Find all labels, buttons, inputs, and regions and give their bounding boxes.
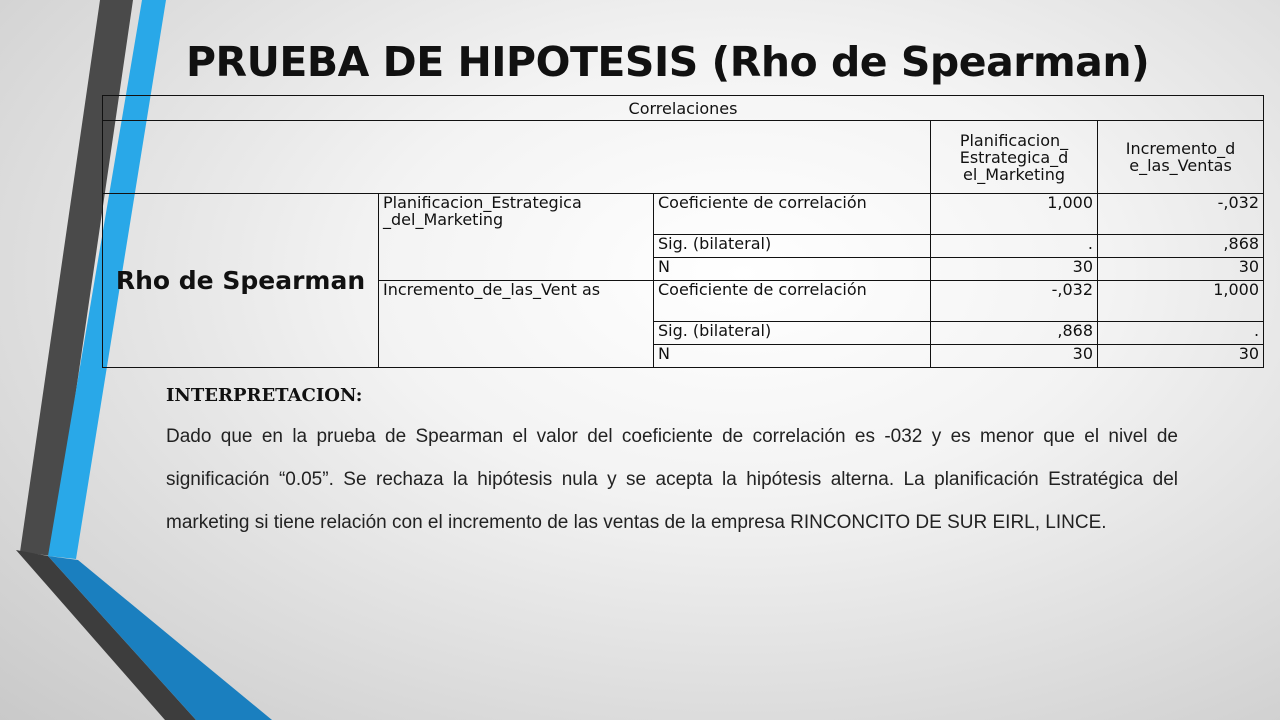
stat-label: N xyxy=(654,258,931,281)
interpretation-title: INTERPRETACION: xyxy=(166,385,363,406)
stat-label: Coeficiente de correlación xyxy=(654,281,931,322)
slide-title: PRUEBA DE HIPOTESIS (Rho de Spearman) xyxy=(186,38,1150,86)
correlations-table xyxy=(102,95,1264,368)
col-header-incremento: Incremento_d e_las_Ventas xyxy=(1098,121,1264,194)
value-cell: ,868 xyxy=(1098,235,1264,258)
value-cell: -,032 xyxy=(931,281,1098,322)
stat-label: Sig. (bilateral) xyxy=(654,235,931,258)
value-cell: 1,000 xyxy=(1098,281,1264,322)
value-cell: . xyxy=(1098,322,1264,345)
value-cell: 30 xyxy=(931,258,1098,281)
test-label: Rho de Spearman xyxy=(103,194,379,368)
value-cell: . xyxy=(931,235,1098,258)
stat-label: Sig. (bilateral) xyxy=(654,322,931,345)
value-cell: 30 xyxy=(1098,258,1264,281)
interpretation-text: Dado que en la prueba de Spearman el valor del coeficiente de correlación es -032 y es menor que el nivel de significación “0.05”. Se rechaza la hipótesis nula y se acepta la hipótesis alterna. La planificación Estratégica del marketing si tiene relación con el incremento de las ventas de la empresa RINCONCITO DE SUR EIRL, LINCE. xyxy=(166,426,1178,533)
row-variable-incremento: Incremento_de_las_Vent as xyxy=(379,281,654,368)
dark-bottom-stripe xyxy=(16,550,196,720)
value-cell: 1,000 xyxy=(931,194,1098,235)
stat-label: Coeficiente de correlación xyxy=(654,194,931,235)
row-variable-planificacion: Planificacion_Estrategica _del_Marketing xyxy=(379,194,654,281)
stat-label: N xyxy=(654,345,931,368)
value-cell: -,032 xyxy=(1098,194,1264,235)
value-cell: ,868 xyxy=(931,322,1098,345)
value-cell: 30 xyxy=(1098,345,1264,368)
value-cell: 30 xyxy=(931,345,1098,368)
table-corner-cell xyxy=(103,121,931,194)
col-header-planificacion: Planificacion_ Estrategica_d el_Marketing xyxy=(931,121,1098,194)
table-caption: Correlaciones xyxy=(103,96,1264,121)
